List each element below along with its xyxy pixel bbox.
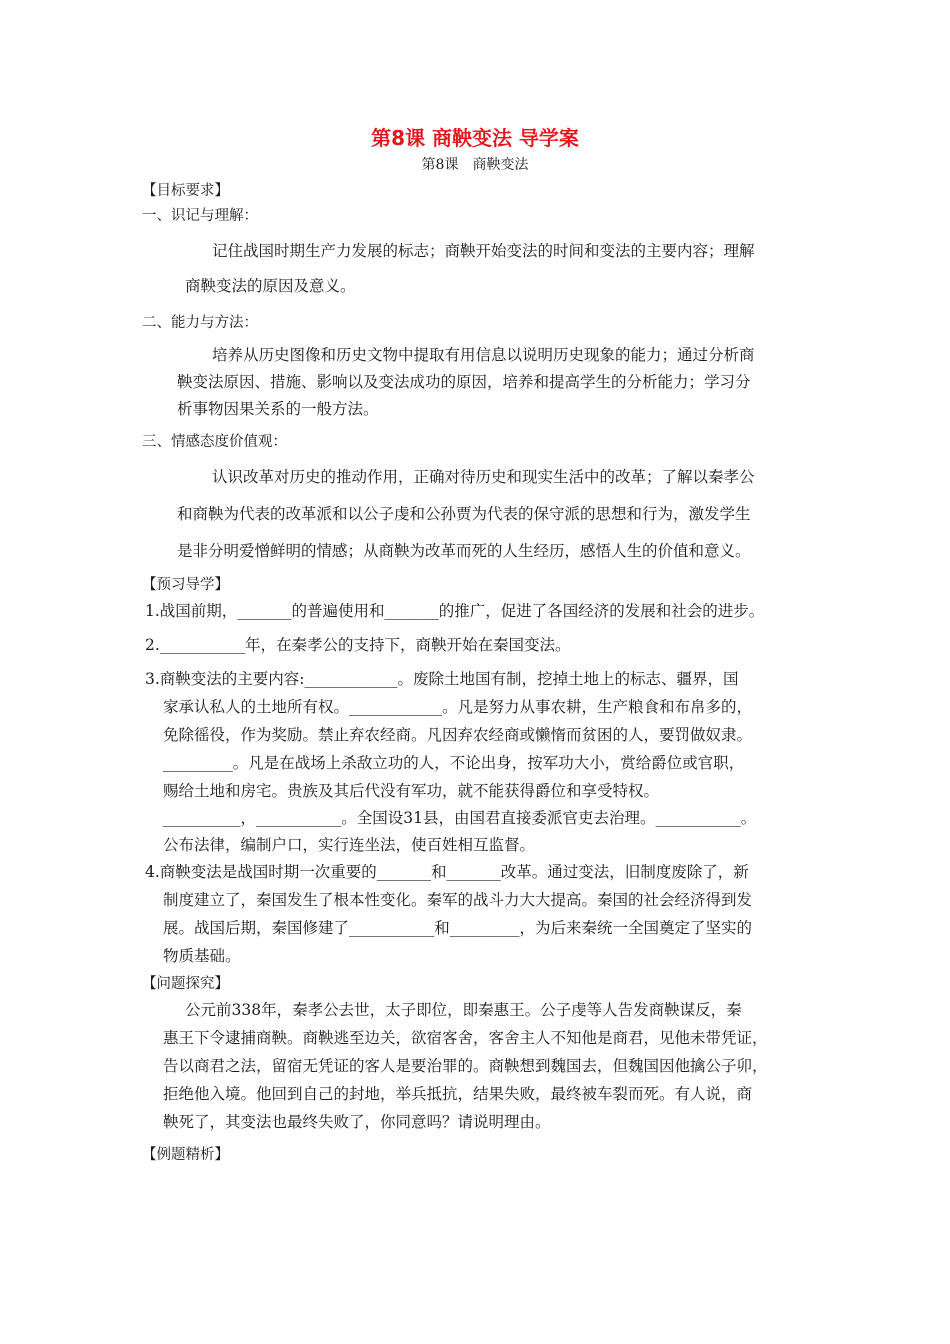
goal-heading-1: 一、识记与理解： (142, 208, 258, 224)
section-heading-goals: 【目标要求】 (142, 183, 229, 199)
preview-question-3-line: _________。凡是在战场上杀敌立功的人，不论出身，按军功大小，赏给爵位或官职， (163, 754, 745, 772)
preview-question-3-line: __________，___________。全国设31县，由国君直接委派官吏去治理。___________。 (163, 809, 757, 827)
section-heading-examples: 【例题精析】 (142, 1147, 229, 1163)
inquiry-line: 拒绝他入境。他回到自己的封地，举兵抵抗，结果失败，最终被车裂而死。有人说，商 (163, 1085, 753, 1103)
goal-text-2-line: 析事物因果关系的一般方法。 (177, 400, 379, 418)
preview-question-4-line: 制度建立了，秦国发生了根本性变化。秦军的战斗力大大提高。秦国的社会经济得到发 (163, 891, 753, 909)
goal-text-1-line: 记住战国时期生产力发展的标志；商鞅开始变法的时间和变法的主要内容；理解 (212, 242, 755, 260)
section-heading-inquiry: 【问题探究】 (142, 976, 229, 992)
inquiry-line: 告以商君之法，留宿无凭证的客人是要治罪的。商鞅想到魏国去，但魏国因他擒公子卯， (163, 1057, 768, 1075)
preview-question-3-line: 免除徭役，作为奖励。禁止弃农经商。凡因弃农经商或懒惰而贫困的人，要罚做奴隶。 (163, 726, 753, 744)
preview-question-4-line: 4.商鞅变法是战国时期一次重要的_______和_______改革。通过变法，旧制度废除了，新 (145, 863, 749, 881)
page-subtitle: 第8课 商鞅变法 (421, 157, 529, 173)
preview-question-3-line: 赐给土地和房宅。贵族及其后代没有军功，就不能获得爵位和享受特权。 (163, 782, 660, 800)
preview-question-2: 2.___________年，在秦孝公的支持下，商鞅开始在秦国变法。 (145, 636, 571, 654)
inquiry-line: 公元前338年，秦孝公去世，太子即位，即秦惠王。公子虔等人告发商鞅谋反，秦 (185, 1001, 742, 1019)
goal-text-2-line: 培养从历史图像和历史文物中提取有用信息以说明历史现象的能力；通过分析商 (212, 346, 755, 364)
goal-text-3-line: 认识改革对历史的推动作用，正确对待历史和现实生活中的改革；了解以秦孝公 (212, 468, 755, 486)
goal-heading-2: 二、能力与方法： (142, 315, 258, 331)
goal-text-3-line: 和商鞅为代表的改革派和以公子虔和公孙贾为代表的保守派的思想和行为，激发学生 (177, 505, 751, 523)
preview-question-3-line: 公布法律，编制户口，实行连坐法，使百姓相互监督。 (163, 836, 536, 854)
section-heading-preview: 【预习导学】 (142, 577, 229, 593)
inquiry-line: 鞅死了，其变法也最终失败了，你同意吗？请说明理由。 (163, 1113, 551, 1131)
goal-heading-3: 三、情感态度价值观： (142, 434, 287, 450)
goal-text-3-line: 是非分明爱憎鲜明的情感；从商鞅为改革而死的人生经历，感悟人生的价值和意义。 (177, 542, 751, 560)
page-title: 第8课 商鞅变法 导学案 (371, 126, 579, 150)
preview-question-3-line: 3.商鞅变法的主要内容:____________。废除土地国有制，挖掉土地上的标志、疆界，国 (145, 670, 739, 688)
preview-question-4-line: 物质基础。 (163, 947, 241, 965)
inquiry-line: 惠王下令逮捕商鞅。商鞅逃至边关，欲宿客舍，客舍主人不知他是商君，见他未带凭证， (163, 1029, 768, 1047)
goal-text-2-line: 鞅变法原因、措施、影响以及变法成功的原因，培养和提高学生的分析能力；学习分 (177, 373, 751, 391)
preview-question-1: 1.战国前期，_______的普遍使用和_______的推广，促进了各国经济的发展和社会的进步。 (145, 602, 765, 620)
preview-question-4-line: 展。战国后期，秦国修建了___________和_________，为后来秦统一全国奠定了坚实的 (163, 919, 753, 937)
preview-question-3-line: 家承认私人的土地所有权。____________。凡是努力从事农耕，生产粮食和布帛多的， (163, 698, 753, 716)
goal-text-1-line: 商鞅变法的原因及意义。 (185, 277, 356, 295)
